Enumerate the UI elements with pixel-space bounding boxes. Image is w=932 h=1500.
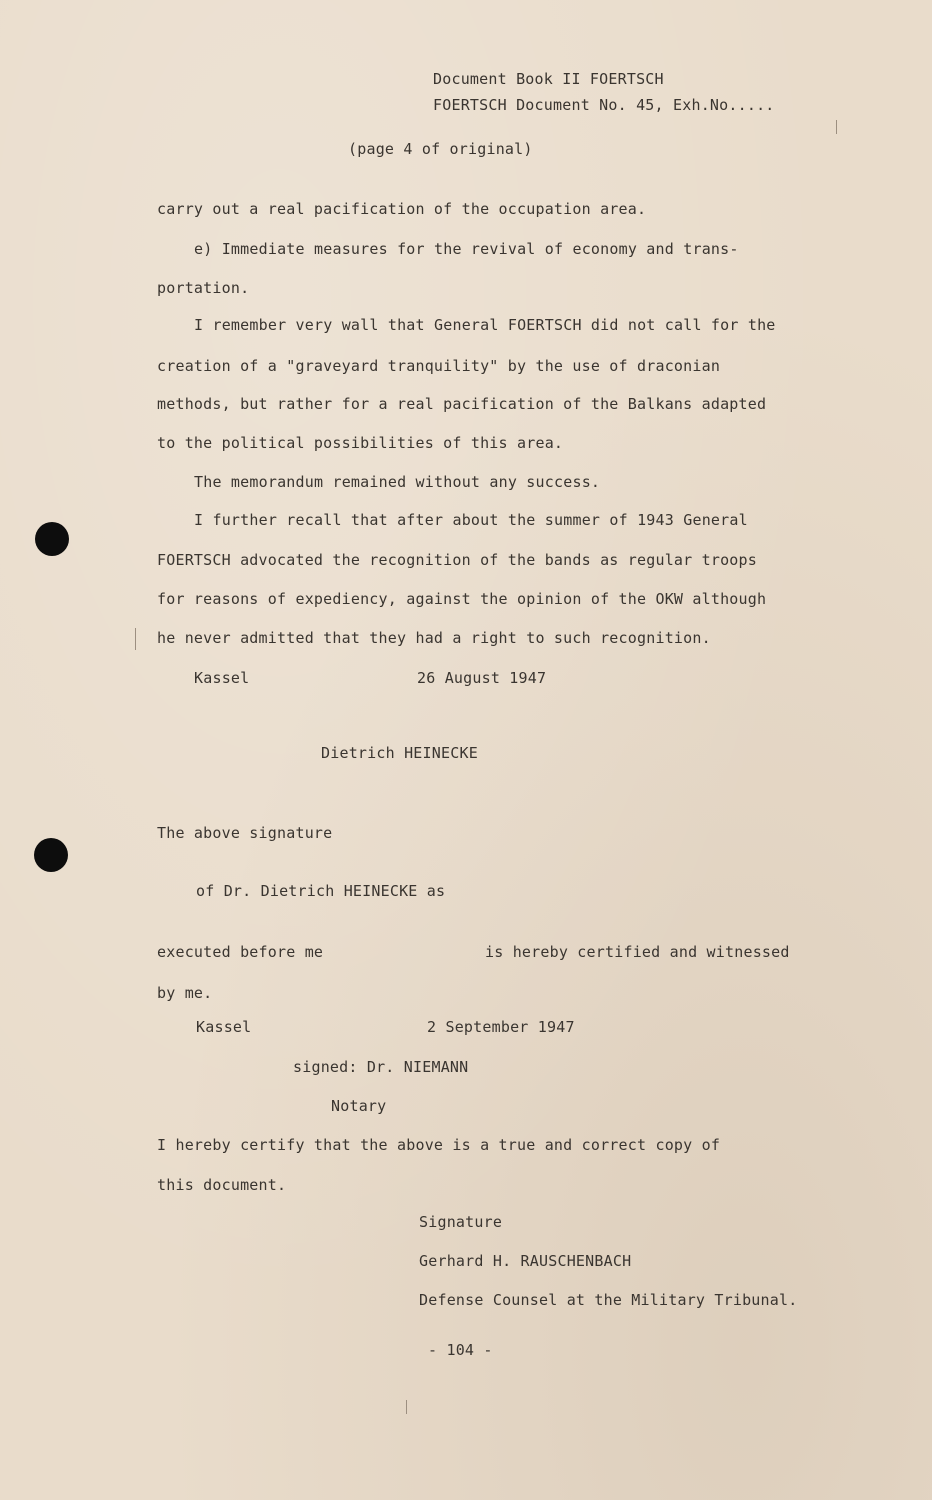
body-paragraph-3-line-2: creation of a "graveyard tranquility" by the use of draconian <box>157 357 721 375</box>
body-paragraph-5-line-3: for reasons of expediency, against the opinion of the OKW although <box>157 590 767 608</box>
copy-certification-line-1: I hereby certify that the above is a true and correct copy of <box>157 1136 721 1154</box>
signer-name: Dietrich HEINECKE <box>321 744 478 762</box>
notary-signed: signed: Dr. NIEMANN <box>293 1058 469 1076</box>
paper-mark-right <box>836 120 837 134</box>
punch-hole-bottom <box>34 838 68 872</box>
copy-certification-line-2: this document. <box>157 1176 287 1194</box>
body-paragraph-3-line-3: methods, but rather for a real pacification of the Balkans adapted <box>157 395 767 413</box>
header-document-number: FOERTSCH Document No. 45, Exh.No..... <box>433 96 775 114</box>
counsel-title: Defense Counsel at the Military Tribunal. <box>419 1291 798 1309</box>
certification-line-3a: executed before me <box>157 943 324 961</box>
body-paragraph-5-line-2: FOERTSCH advocated the recognition of the bands as regular troops <box>157 551 757 569</box>
counsel-signature-label: Signature <box>419 1213 503 1231</box>
sign-place: Kassel <box>194 669 250 687</box>
header-document-book: Document Book II FOERTSCH <box>433 70 664 88</box>
body-paragraph-5-line-4: he never admitted that they had a right to such recognition. <box>157 629 711 647</box>
certification-place: Kassel <box>196 1018 252 1036</box>
certification-date: 2 September 1947 <box>427 1018 575 1036</box>
certification-line-3b: is hereby certified and witnessed <box>485 943 790 961</box>
body-paragraph-3-line-1: I remember very wall that General FOERTSCH did not call for the <box>194 316 776 334</box>
body-paragraph-1: carry out a real pacification of the occupation area. <box>157 200 647 218</box>
body-paragraph-5-line-1: I further recall that after about the summer of 1943 General <box>194 511 748 529</box>
punch-hole-top <box>35 522 69 556</box>
header-page-reference: (page 4 of original) <box>348 140 533 158</box>
counsel-name: Gerhard H. RAUSCHENBACH <box>419 1252 632 1270</box>
certification-line-4: by me. <box>157 984 213 1002</box>
page-number: - 104 - <box>428 1341 493 1359</box>
notary-title: Notary <box>331 1097 387 1115</box>
sign-date: 26 August 1947 <box>417 669 547 687</box>
paper-mark-bottom <box>406 1400 407 1414</box>
body-paragraph-4: The memorandum remained without any success. <box>194 473 601 491</box>
body-paragraph-3-line-4: to the political possibilities of this area. <box>157 434 564 452</box>
body-paragraph-2-line-1: e) Immediate measures for the revival of economy and trans- <box>194 240 739 258</box>
certification-line-2: of Dr. Dietrich HEINECKE as <box>196 882 446 900</box>
paper-mark-left <box>135 628 136 650</box>
body-paragraph-2-line-2: portation. <box>157 279 250 297</box>
certification-line-1: The above signature <box>157 824 333 842</box>
